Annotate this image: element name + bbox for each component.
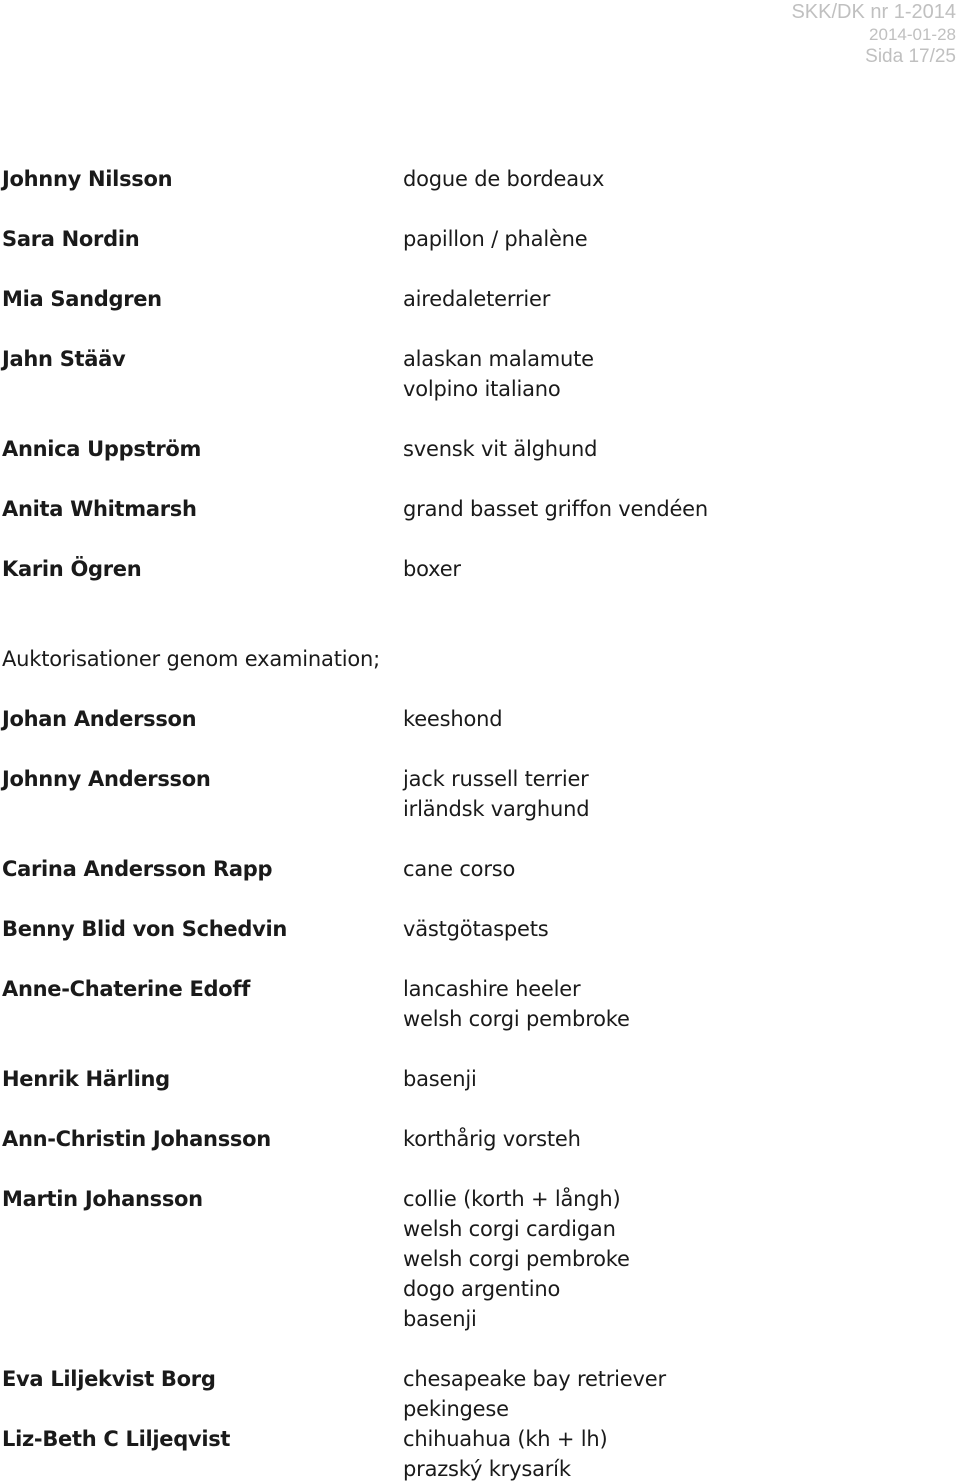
breed: volpino italiano [403,377,561,401]
breed: västgötaspets [403,917,549,941]
breed: alaskan malamute [403,347,594,371]
breed: dogue de bordeaux [403,167,605,191]
breed: chesapeake bay retriever [403,1367,666,1391]
breed-list [403,1184,630,1334]
breed: basenji [403,1307,477,1331]
breed: boxer [403,557,461,581]
breed-list [403,914,549,944]
judge-name: Martin Johansson [2,1187,203,1211]
judge-name: Henrik Härling [2,1067,170,1091]
breed-list [403,494,708,524]
judge-name: Eva Liljekvist Borg [2,1367,216,1391]
breed: collie (korth + långh) [403,1187,621,1211]
breed-list [403,434,597,464]
breed-list [403,704,502,734]
judge-name: Carina Andersson Rapp [2,857,273,881]
breed: basenji [403,1067,477,1091]
breed-list [403,1064,477,1094]
breed-list [403,854,515,884]
breed: lancashire heeler [403,977,581,1001]
breed: welsh corgi pembroke [403,1247,630,1271]
breed: grand basset griffon vendéen [403,497,709,521]
breed: pekingese [403,1397,509,1421]
breed: welsh corgi pembroke [403,1007,630,1031]
section-heading: Auktorisationer genom examination; [2,647,381,671]
judge-name: Johan Andersson [2,707,197,731]
document-number: SKK/DK nr 1-2014 [791,1,956,23]
breed: svensk vit älghund [403,437,598,461]
breed: irländsk varghund [403,797,590,821]
judge-name: Jahn Stääv [2,347,126,371]
breed-list [403,1424,608,1484]
breed: cane corso [403,857,516,881]
breed-list [403,1124,581,1154]
breed-list [403,224,588,254]
breed: prazský krysarík [403,1457,571,1481]
breed-list [403,974,630,1034]
breed: jack russell terrier [403,767,589,791]
breed: korthårig vorsteh [403,1127,581,1151]
breed-list [403,284,550,314]
judge-name: Karin Ögren [2,557,142,581]
breed-list [403,554,461,584]
breed: papillon / phalène [403,227,588,251]
breed: airedaleterrier [403,287,551,311]
judge-name: Sara Nordin [2,227,140,251]
breed-list [403,1364,666,1424]
breed: welsh corgi cardigan [403,1217,616,1241]
judge-name: Anita Whitmarsh [2,497,197,521]
breed: chihuahua (kh + lh) [403,1427,608,1451]
judge-name: Anne-Chaterine Edoff [2,977,251,1001]
breed: dogo argentino [403,1277,561,1301]
judge-name: Johnny Andersson [2,767,211,791]
document-date: 2014-01-28 [869,25,956,44]
judge-name: Benny Blid von Schedvin [2,917,288,941]
judge-name: Annica Uppström [2,437,202,461]
judge-name: Johnny Nilsson [2,167,173,191]
breed: keeshond [403,707,503,731]
page-number: Sida 17/25 [865,46,956,67]
breed-list [403,164,604,194]
judge-name: Ann-Christin Johansson [2,1127,271,1151]
breed-list [403,764,589,824]
judge-name: Liz-Beth C Liljeqvist [2,1427,231,1451]
breed-list [403,344,594,404]
judge-name: Mia Sandgren [2,287,162,311]
